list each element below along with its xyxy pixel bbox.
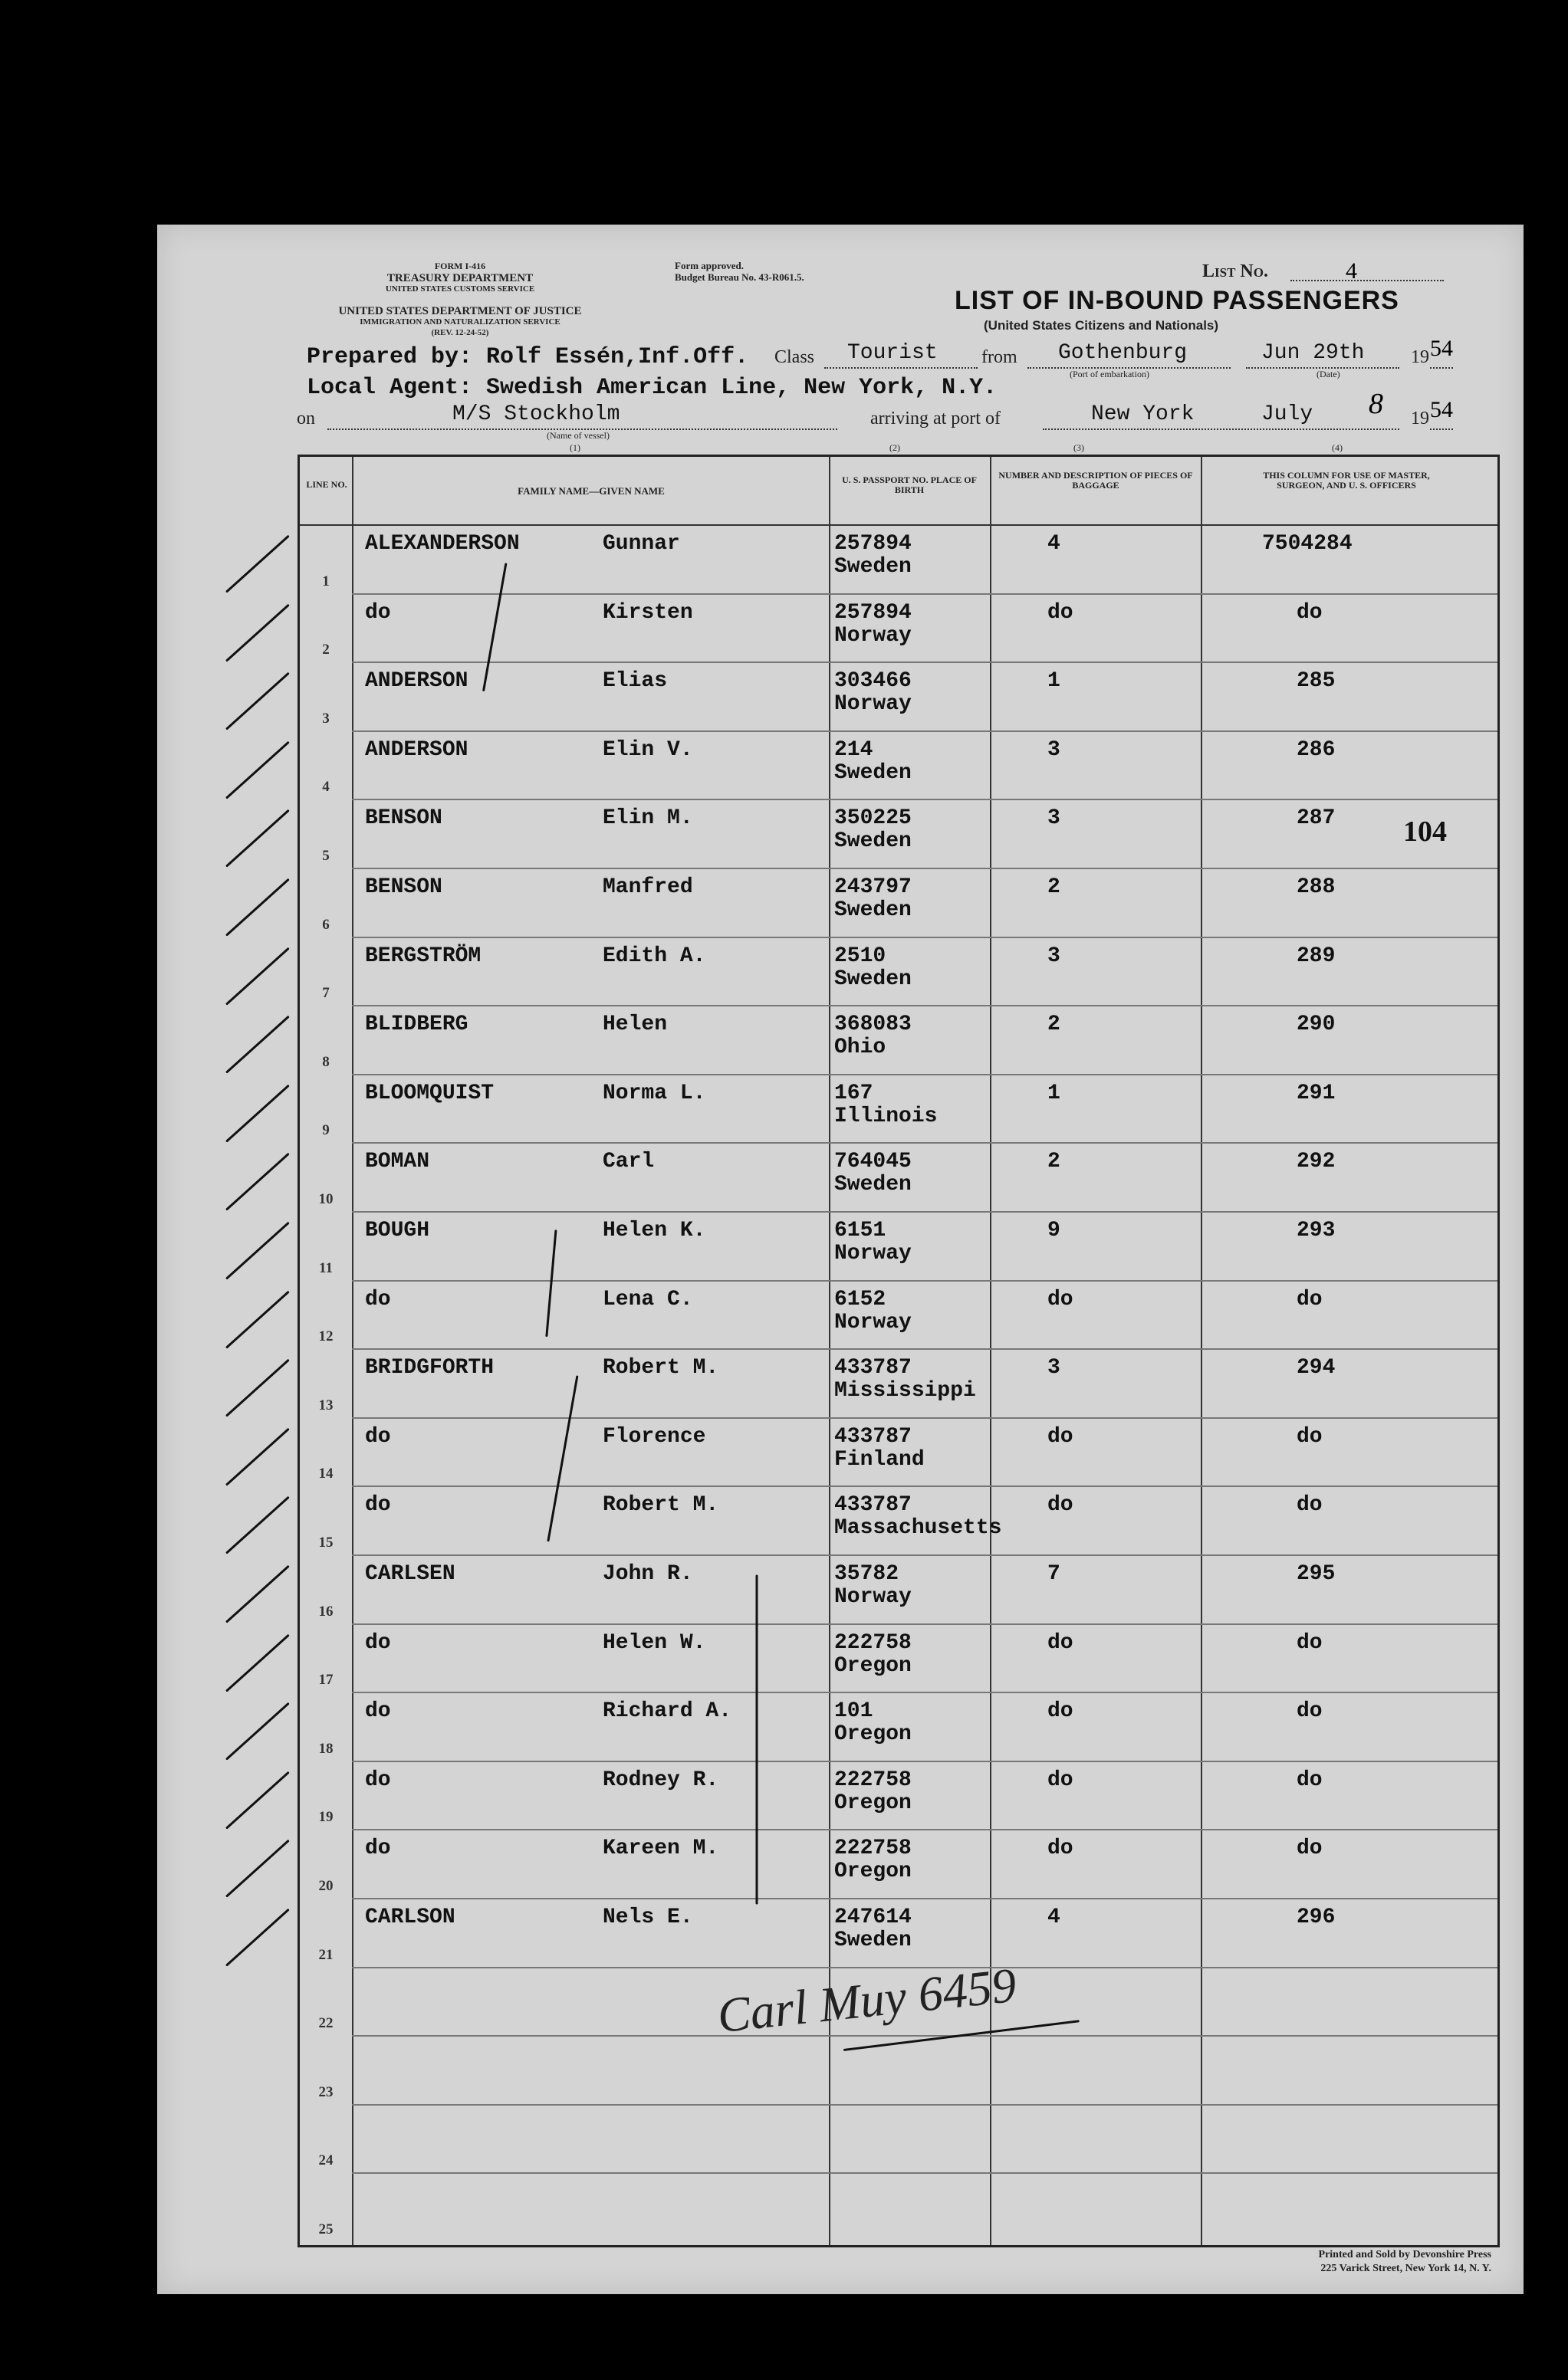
passport-number: 101 [834,1699,873,1724]
col-header-passport: U. S. PASSPORT NO. PLACE OF BIRTH [842,474,977,496]
line-number: 13 [318,1397,334,1413]
baggage-count: do [1047,1424,1073,1449]
arriving-label: arriving at port of [870,409,1001,428]
depart-date: Jun 29th [1261,341,1365,365]
vessel-name: M/S Stockholm [452,402,620,426]
line-number: 18 [318,1740,334,1757]
handwritten-note: Carl Muy 6459 [715,1957,1019,2044]
given-name: Helen W. [603,1630,706,1655]
on-label: on [297,409,315,428]
check-mark [225,535,290,593]
ins-service: IMMIGRATION AND NATURALIZATION SERVICE [360,317,560,327]
line-number: 14 [318,1466,334,1482]
check-mark [225,1153,290,1211]
col-header-line-no: LINE NO. [306,479,347,490]
place-of-birth: Sweden [834,829,912,854]
row-divider [352,1485,1497,1487]
officer-entry: 295 [1297,1562,1336,1586]
baggage-count: 2 [1047,1150,1060,1174]
place-of-birth: Oregon [834,1791,912,1815]
printer-line2: 225 Varick Street, New York 14, N. Y. [1320,2262,1491,2274]
baggage-count: 1 [1047,1081,1060,1105]
from-value: Gothenburg [1058,341,1188,365]
form-subtitle: (United States Citizens and Nationals) [984,318,1219,333]
passport-number: 222758 [834,1837,912,1861]
class-line [824,367,978,369]
baggage-count: 3 [1047,737,1060,762]
place-of-birth: Sweden [834,967,912,991]
check-mark [225,1085,290,1143]
baggage-count: 3 [1047,944,1060,968]
budget-bureau: Budget Bureau No. 43-R061.5. [675,271,804,283]
revision: (REV. 12-24-52) [431,328,489,337]
row-divider [352,661,1497,663]
line-number: 22 [318,2015,334,2032]
line-number: 4 [322,779,330,796]
prepared-by: Prepared by: Rolf Essén,Inf.Off. [307,344,749,370]
officer-entry: do [1297,600,1323,625]
officer-entry: 7504284 [1262,532,1353,556]
officer-entry: do [1297,1837,1323,1861]
class-value: Tourist [847,341,938,365]
list-no-value: 4 [1346,258,1357,284]
passport-number: 257894 [834,532,912,556]
row-divider [352,1829,1497,1830]
passport-number: 433787 [834,1356,912,1380]
col-header-baggage: NUMBER AND DESCRIPTION OF PIECES OF BAGGAGE [998,470,1193,491]
family-name: do [365,1630,391,1655]
passport-number: 257894 [834,600,912,625]
line-number: 2 [322,642,330,658]
family-name: BENSON [365,875,442,899]
row-divider [352,1211,1497,1213]
line-number: 20 [318,1878,334,1894]
line-number: 12 [318,1328,334,1345]
check-mark [225,1222,290,1280]
line-number: 17 [318,1672,334,1689]
family-name: do [365,1493,391,1518]
given-name: Rodney R. [603,1768,719,1792]
baggage-count: do [1047,1699,1073,1724]
passport-number: 764045 [834,1150,912,1174]
col1-num: (1) [570,442,580,453]
arrival-year: 54 [1430,397,1453,422]
check-mark [225,947,290,1005]
officer-entry: 290 [1297,1013,1336,1037]
col-header-name: FAMILY NAME—GIVEN NAME [518,485,665,497]
place-of-birth: Oregon [834,1860,912,1884]
family-name: ANDERSON [365,669,468,694]
local-agent: Local Agent: Swedish American Line, New York, N.Y. [307,375,998,401]
row-divider [352,1761,1497,1762]
arrival-port: New York [1091,402,1195,426]
given-name: Elin M. [603,806,693,831]
manifest-sheet [157,225,1524,2294]
arrival-month: July [1261,402,1313,426]
header-divider [300,524,1497,526]
family-name: do [365,1699,391,1724]
officer-entry: 286 [1297,737,1336,762]
row-divider [352,1554,1497,1556]
given-name: Lena C. [603,1287,693,1311]
officer-entry: 285 [1297,669,1336,694]
given-name: Florence [603,1424,706,1449]
baggage-count: do [1047,1768,1073,1792]
place-of-birth: Sweden [834,760,912,785]
given-name: Helen [603,1013,668,1037]
baggage-count: 7 [1047,1562,1060,1586]
col4-num: (4) [1332,442,1343,453]
place-of-birth: Sweden [834,1173,912,1197]
baggage-count: 2 [1047,875,1060,899]
family-name: do [365,1768,391,1792]
officer-entry: do [1297,1768,1323,1792]
arrival-year-prefix: 19 [1411,409,1429,428]
line-number: 24 [318,2152,334,2169]
customs-service: UNITED STATES CUSTOMS SERVICE [385,284,535,294]
col-divider [352,457,353,2245]
officer-entry: 293 [1297,1219,1336,1243]
baggage-count: do [1047,1493,1073,1518]
officer-entry: 292 [1297,1150,1336,1174]
place-of-birth: Sweden [834,1929,912,1952]
row-divider [352,1280,1497,1282]
list-no-label: List No. [1202,261,1268,281]
passport-number: 368083 [834,1013,912,1037]
line-number: 15 [318,1535,334,1551]
check-mark [225,878,290,937]
officer-entry: do [1297,1630,1323,1655]
family-name: BLIDBERG [365,1013,468,1037]
printer-line1: Printed and Sold by Devonshire Press [1318,2249,1491,2260]
family-name: BLOOMQUIST [365,1081,495,1105]
family-name: CARLSEN [365,1562,455,1586]
list-no-line [1290,280,1444,281]
given-name: Robert M. [603,1356,719,1380]
place-of-birth: Ohio [834,1036,886,1060]
passport-number: 303466 [834,669,912,694]
treasury-dept: TREASURY DEPARTMENT [386,272,534,284]
officer-entry: 289 [1297,944,1336,968]
passport-number: 214 [834,737,873,762]
given-name: Helen K. [603,1219,706,1243]
check-mark [225,1633,290,1692]
given-name: Norma L. [603,1081,706,1105]
check-mark [225,1909,290,1967]
line-number: 7 [322,985,330,1002]
check-mark [225,1840,290,1898]
officer-entry: do [1297,1287,1323,1311]
printer-credit [1185,2248,1491,2275]
baggage-count: do [1047,1287,1073,1311]
col-header-officers: THIS COLUMN FOR USE OF MASTER, SURGEON, AND U. S. OFFICERS [1263,470,1430,491]
passport-number: 6151 [834,1219,886,1243]
officer-entry: 288 [1297,875,1336,899]
row-divider [352,1898,1497,1899]
family-name: ALEXANDERSON [365,532,520,556]
row-divider [352,730,1497,732]
passport-number: 167 [834,1081,873,1105]
place-of-birth: Sweden [834,898,912,922]
row-divider [352,593,1497,595]
given-name: Kareen M. [603,1837,719,1861]
place-of-birth: Norway [834,692,912,717]
baggage-count: do [1047,1837,1073,1861]
line-number: 25 [318,2221,334,2237]
depart-year: 54 [1430,336,1453,361]
place-of-birth: Sweden [834,555,912,579]
line-number: 5 [322,848,330,864]
arrival-day: 8 [1369,388,1383,420]
family-name: BERGSTRÖM [365,944,482,968]
line-number: 21 [318,1946,334,1963]
officer-entry: 291 [1297,1081,1336,1105]
passport-number: 222758 [834,1630,912,1655]
place-of-birth: Illinois [834,1104,938,1128]
baggage-count: 4 [1047,532,1060,556]
row-divider [352,1348,1497,1350]
row-divider [352,868,1497,869]
line-number: 10 [318,1191,334,1207]
given-name: Edith A. [603,944,706,968]
from-label: from [981,347,1017,367]
place-of-birth: Finland [834,1447,925,1472]
given-name: Kirsten [603,600,693,625]
year-line [1430,367,1453,369]
check-mark [225,1771,290,1830]
line-number: 23 [318,2083,334,2100]
family-name: BRIDGFORTH [365,1356,495,1380]
officer-entry: 294 [1297,1356,1336,1380]
passport-number: 222758 [834,1768,912,1792]
given-name: John R. [603,1562,693,1586]
place-of-birth: Oregon [834,1722,912,1747]
row-divider [352,1417,1497,1419]
given-name: Nels E. [603,1906,693,1929]
row-divider [352,2172,1497,2174]
officer-entry: do [1297,1493,1323,1518]
family-name: BOUGH [365,1219,430,1243]
row-divider [352,799,1497,800]
passport-number: 2510 [834,944,886,968]
family-name: CARLSON [365,1906,455,1929]
given-name: Elin V. [603,737,693,762]
baggage-count: 3 [1047,1356,1060,1380]
row-divider [352,2104,1497,2106]
vessel-caption: (Name of vessel) [547,430,610,441]
place-of-birth: Norway [834,1242,912,1266]
given-name: Robert M. [603,1493,719,1518]
justice-dept: UNITED STATES DEPARTMENT OF JUSTICE [338,305,582,317]
place-of-birth: Mississippi [834,1379,976,1403]
passport-number: 433787 [834,1493,912,1518]
check-mark [225,1702,290,1761]
line-number: 1 [322,573,330,589]
officer-entry: 296 [1297,1906,1336,1929]
family-name: do [365,1424,391,1449]
line-number: 3 [322,710,330,727]
passport-number: 243797 [834,875,912,899]
passport-number: 433787 [834,1424,912,1449]
form-title: LIST OF IN-BOUND PASSENGERS [955,286,1399,315]
baggage-count: 2 [1047,1013,1060,1037]
line-number: 16 [318,1603,334,1620]
officer-entry: do [1297,1699,1323,1724]
col-divider [1201,457,1202,2245]
row-divider [352,1074,1497,1075]
family-name: do [365,1837,391,1861]
arrival-year-line [1430,428,1453,430]
family-name: ANDERSON [365,737,468,762]
line-number: 11 [319,1259,333,1276]
form-number: FORM I-416 [434,261,486,271]
col3-num: (3) [1073,442,1084,453]
family-name: BOMAN [365,1150,430,1174]
family-name: BENSON [365,806,442,831]
given-name: Manfred [603,875,693,899]
year-prefix: 19 [1411,347,1429,367]
given-name: Carl [603,1150,655,1174]
given-name: Elias [603,669,668,694]
check-mark [225,741,290,799]
baggage-count: 1 [1047,669,1060,694]
place-of-birth: Norway [834,623,912,648]
bracket-line [756,1575,758,1905]
family-name: do [365,600,391,625]
check-mark [225,1565,290,1623]
passport-number: 6152 [834,1287,886,1311]
baggage-count: 3 [1047,806,1060,831]
check-mark [225,1016,290,1074]
check-mark [225,1428,290,1486]
class-label: Class [774,347,815,367]
check-mark [225,809,290,868]
given-name: Richard A. [603,1699,732,1724]
line-number: 9 [322,1122,330,1139]
baggage-count: 9 [1047,1219,1060,1243]
given-name: Gunnar [603,532,680,556]
officer-entry: 287 [1297,806,1336,831]
port-caption: (Port of embarkation) [1070,369,1149,379]
row-divider [352,1623,1497,1625]
baggage-count: do [1047,1630,1073,1655]
row-divider [352,1005,1497,1006]
place-of-birth: Massachusetts [834,1516,1002,1541]
baggage-count: 4 [1047,1906,1060,1929]
check-mark [225,1290,290,1348]
baggage-count: do [1047,600,1073,625]
place-of-birth: Oregon [834,1653,912,1678]
row-divider [352,2035,1497,2037]
check-mark [225,603,290,661]
line-number: 8 [322,1053,330,1070]
form-approved: Form approved. [675,260,745,271]
line-number: 19 [318,1809,334,1826]
place-of-birth: Norway [834,1585,912,1609]
passport-number: 247614 [834,1906,912,1929]
row-divider [352,937,1497,938]
row-divider [352,1142,1497,1144]
family-name: do [365,1287,391,1311]
passport-number: 350225 [834,806,912,831]
check-mark [225,1359,290,1417]
stamp-number: 104 [1403,816,1447,848]
col2-num: (2) [889,442,900,453]
line-number: 6 [322,916,330,933]
passport-number: 35782 [834,1562,899,1586]
check-mark [225,672,290,730]
place-of-birth: Norway [834,1310,912,1334]
date-caption: (Date) [1317,369,1340,379]
check-mark [225,1496,290,1554]
row-divider [352,1692,1497,1693]
officer-entry: do [1297,1424,1323,1449]
arrival-line [1043,428,1399,430]
